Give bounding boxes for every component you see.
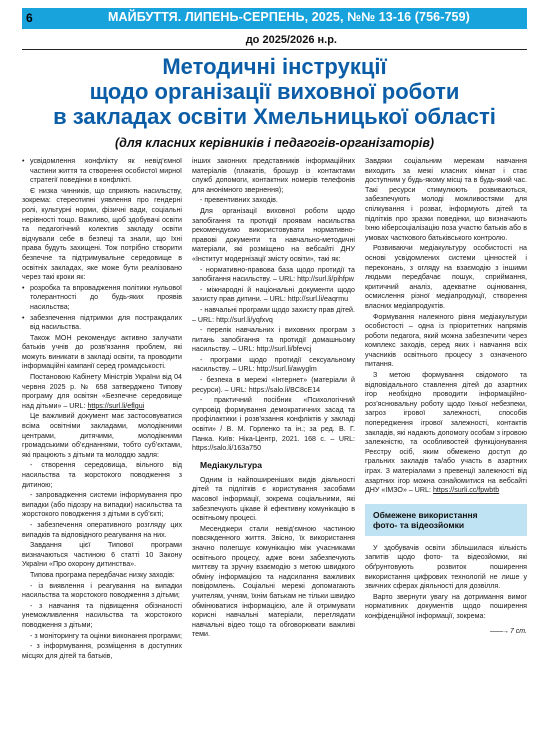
paragraph xyxy=(365,371,527,496)
url-link[interactable]: http://surl.li/yqfxvq xyxy=(216,315,273,324)
paragraph: Завдяки соціальним мережам навчання виходить за межі класних кімнат і стає доступним у будь-якому місці та в будь-який час. Такі ресурси стимулюють розвиваються, забезпечують молоді можливостями для спілкування і розваг, інформують дітей та підлітків про зразки поведінки, що визначають їхню кіберсоціалізацію поза участю батьків або в умовах часткового батьківського контролю. xyxy=(365,157,527,242)
list-item: - запровадження системи інформування про випадки (або підозру на випадки) насильства та жорстокого поводження з дітьми в суб’єкті; xyxy=(22,491,182,519)
paragraph-text: З метою формування свідомого та відповідального ставлення дітей до азартних ігор необхідно проводити інформаційно-роз’яснювальну роботу щодо їхньої небезпеки, загроз ігрової залежності, способів попередження ігрової залежності, контактів закладів, які надають допомогу особам з ігровою залежністю, та особливостей функціонування Реєстру осіб, яким обмежено доступ до гральних закладів та/або участь в азартних іграх. З матеріалами з превенції залежності від азартних ігор можна ознайомитися на вебсайті ДНУ «ІМЗО» – URL: xyxy=(365,371,527,495)
paragraph: Месенджери стали невід’ємною частиною повсякденного життя. Звісно, їх використання значно полегшує комунікацію між учасниками освітнього процесу, адже вони забезпечують миттєву та зручну взаємодію з метою швидкого обміну інформацією та надсилання важливих повідомлень. Соціальні мережі допомагають учителям, учням, їхнім батькам не тільки швидко обмінюватися інформацією, але й отримувати корисні навчальні матеріали, переглядати навчальні відео тощо та обговорювати важливі теми. xyxy=(192,524,355,639)
item-text: - програми щодо протидії сексуальному насильству. – URL: xyxy=(192,355,355,374)
publication-title: МАЙБУТТЯ. ЛИПЕНЬ-СЕРПЕНЬ, 2025, №№ 13-16 (756-759) xyxy=(108,10,470,24)
arrow-right-icon: ——→ xyxy=(490,627,508,635)
paragraph: Також МОН рекомендує активно залучати батьків учнів до розв’язання проблем, які можуть виникати в закладі освіти, та проводити інформаційні кампанії серед громадськості. xyxy=(22,333,182,371)
header-rule xyxy=(22,28,527,29)
paragraph xyxy=(22,373,182,411)
section-heading: Медіакультура xyxy=(200,459,262,470)
column-3 xyxy=(365,157,527,635)
list-item xyxy=(192,326,355,355)
paragraph: інших законних представників інформаційних матеріалів (плакатів, брошур із контактами служб допомоги, контактних номерів телефонів для анонімного звернення); xyxy=(192,157,355,194)
item-text: - навчальні програми щодо захисту прав дітей. – URL: xyxy=(192,305,355,324)
list-item xyxy=(192,286,355,305)
list-item: - з інформування, розміщення в доступних місцях для дітей та батьків, xyxy=(22,642,182,660)
paragraph: У здобувачів освіти збільшилася кількість запитів щодо фото- та відеозйомки, які обґрунтовують розвиток поширення використання цифрових технологій не лише у звичних сферах діяльності для дозвілля. xyxy=(365,543,527,591)
item-text: - міжнародні й національні документи щодо захисту прав дитини. – URL: xyxy=(192,285,355,304)
paragraph: Одним із найпоширеніших видів діяльності дітей та підлітків є користування засобами масової інформації, зокрема соціальними, які забезпечують цікаве й ефективну комунікацію в освітньому процесі. xyxy=(192,475,355,523)
list-item: - забезпечення оперативного розгляду цих випадків та відповідного реагування на них. xyxy=(22,520,182,539)
list-item: • забезпечення підтримки для постраждалих від насильства. xyxy=(22,314,182,333)
article-title xyxy=(22,54,527,129)
paragraph: Це важливий документ має застосовуватися всіма освітніми закладами, молодіжними центрами, дитячими, молодіжними громадськими об’єднаннями, тобто суб’єктами, які працюють з дітьми та молоддю задля: xyxy=(22,412,182,459)
continued-marker xyxy=(365,628,527,635)
continued-text: 7 ст. xyxy=(509,627,527,635)
url-link[interactable]: http://surl.li/pihfpw xyxy=(297,275,354,284)
column-1 xyxy=(22,157,182,662)
url-link[interactable]: http://surl.li/bfevcj xyxy=(256,345,312,354)
url-link[interactable]: https://salo.li/BC8cE14 xyxy=(248,385,321,394)
url-link[interactable]: http://surl.li/eaqrmu xyxy=(287,295,349,304)
list-item xyxy=(192,306,355,325)
list-item xyxy=(192,376,355,395)
list-item: - з моніторингу та оцінки виконання програми; xyxy=(30,631,182,640)
title-line: щодо організації виховної роботи xyxy=(89,79,460,104)
list-item xyxy=(192,356,355,375)
article-subtitle: (для класних керівників і педагогів-організаторів) xyxy=(114,136,435,150)
title-line: в закладах освіти Хмельницької області xyxy=(53,104,496,129)
paragraph: Варто звернути увагу на дотримання вимог нормативних документів щодо поширення конфіденційної інформації, зокрема: xyxy=(365,592,527,620)
title-line: Методичні інструкції xyxy=(162,54,387,79)
page-number: 6 xyxy=(26,11,33,25)
list-item: - створення середовища, вільного від насильства та жорстокого поводження з дитиною; xyxy=(22,461,182,489)
url-link[interactable]: https://salo.li/163a750 xyxy=(192,444,262,453)
list-item: - превентивних заходів. xyxy=(200,196,278,205)
paragraph: Є низка чинників, що сприяють насильству, зокрема: стереотипні уявлення про гендерні ролі, культурні норми, фізичні вади, соціальні нерівності тощо. Важливо, щоб здобувачі освіти та педагогічний колектив закладу освіти відчували себе в безпеці та знали, що їхні права будуть захищені. Тож потрібно створити безпечне та підтримувальне середовище в освітніх закладах, яке може бути реалізовано через такі кроки як: xyxy=(22,186,182,282)
item-text: - безпека в мережі «Інтернет» (матеріали й ресурси). – URL: xyxy=(192,376,355,394)
paragraph: Типова програма передбачає низку заходів: xyxy=(30,570,175,579)
page-header-bar xyxy=(22,8,527,28)
list-item xyxy=(192,266,355,285)
paragraph: Розвиваючи медіакультуру особистості на основі усвідомлених системи цінностей і переконань, з огляду на взаємодію з іншими людьми передбачає пошук, сприймання, критичний аналіз, адекватне оцінювання, осмислення різної медіапродукції, створення власних медіапродуктів. xyxy=(365,244,527,310)
heading-line: Обмежене використання xyxy=(373,509,478,520)
paragraph-text: Постановою Кабінету Міністрів України від 04 червня 2025 р. № 658 затверджено Типову програму для освітян «Безпечне середовище над дітьми» – URL: xyxy=(22,373,182,410)
heading-line: фото- та відеозйомки xyxy=(373,519,465,530)
list-item xyxy=(192,396,355,454)
section-heading-box xyxy=(365,504,527,536)
section-heading xyxy=(373,510,521,530)
column-2 xyxy=(192,157,355,641)
paragraph: Для організації виховної роботи щодо запобігання та протидії проявам насильства рекомендуємо використовувати нормативно-правові документи та навчально-методичні матеріали, які розміщено на вебсайті ДНУ «Інститут модернізації змісту освіти», такі як: xyxy=(192,206,355,263)
divider xyxy=(22,49,527,50)
item-text: - перелік навчальних і виховних програм з питань запобігання та протидії домашньому насильству. – URL: xyxy=(192,326,355,354)
url-link[interactable]: http://surl.li/awyglm xyxy=(256,365,317,374)
list-item: - із виявлення і реагування на випадки насильства та жорстокого поводження з дітьми; xyxy=(22,581,182,600)
year-line: до 2025/2026 н.р. xyxy=(245,34,337,46)
url-link[interactable]: https://surl.li/eflgui xyxy=(87,401,145,410)
paragraph: • усвідомлення конфлікту як невід’ємної частини життя та створення особистої мирної стратегії поведінки в конфлікті. xyxy=(22,157,182,186)
url-link[interactable]: https://surli.cc/fpwbtb xyxy=(432,486,500,495)
list-item: - з навчання та підвищення обізнаності унеможливлення насильства та жорстокого поводження з дітьми; xyxy=(22,601,182,629)
item-text: - нормативно-правова база щодо протидії та запобігання насильству. – URL: xyxy=(192,265,355,284)
paragraph: Завдання цієї Типової програми визначаються частиною 6 статті 10 Закону України «Про охорону дитинства». xyxy=(22,541,182,569)
item-text: - практичний посібник «Психологічний супровід формування демократичних засад та профілактики і розв’язання конфліктів у закладі освіти» / В. М. Горленко та ін.; за ред. В. Г. Панка. Київ: Ніка-Центр, 2021. 168 с. – URL: xyxy=(192,396,355,443)
list-item: • розробка та впровадження політики нульової толерантності до будь-яких проявів насильства; xyxy=(22,284,182,313)
paragraph: Формування належного рівня медіакультури особистості – одна із пріоритетних напрямів роботи педагога, який можна забезпечити через комплекс заходів, серед яких і навчання всіх учасників освітнього процесу з означеного питання. xyxy=(365,312,527,369)
